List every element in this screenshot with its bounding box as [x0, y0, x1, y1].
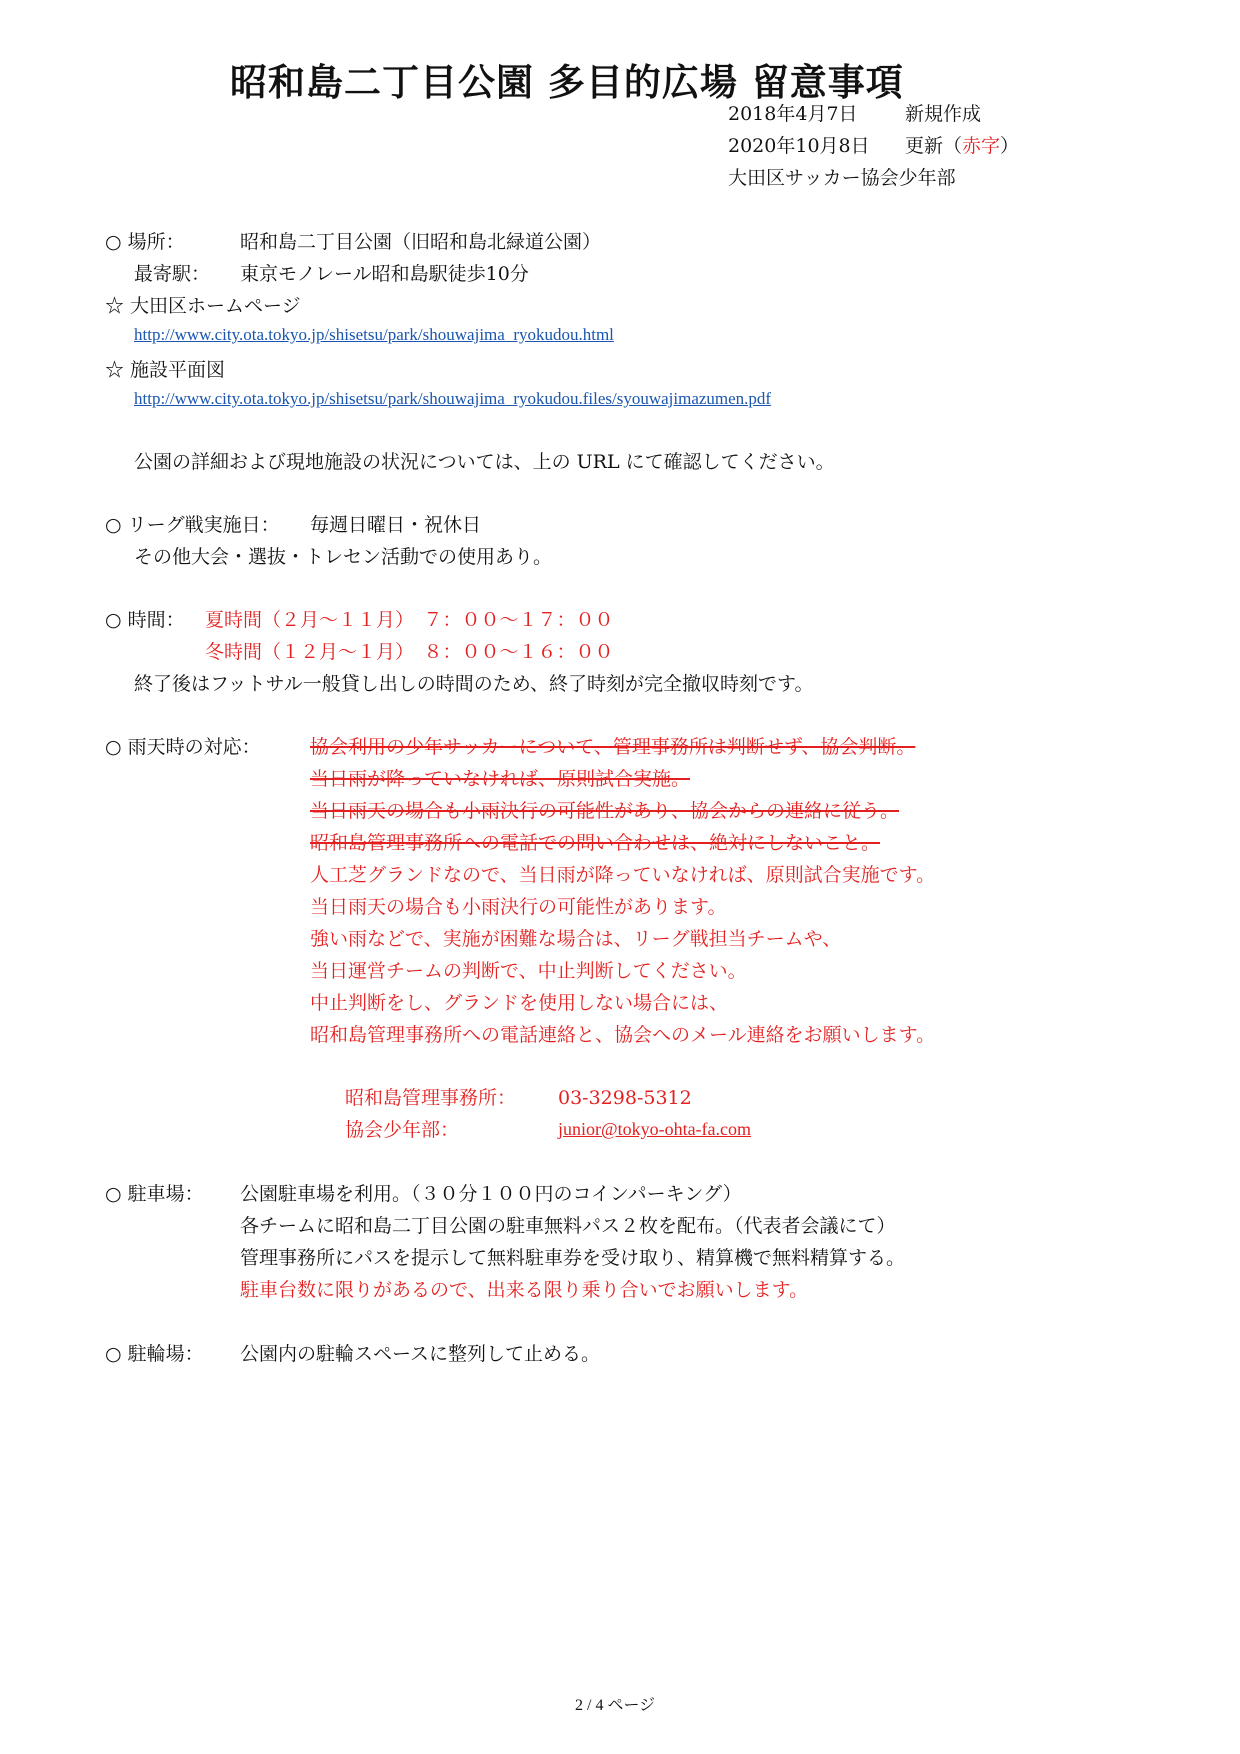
map-link[interactable]: http://www.city.ota.tokyo.jp/shisetsu/park/shouwajima_ryokudou.files/syouwajimazumen.pdf	[134, 389, 772, 408]
created-date: 2018年4月7日	[728, 103, 858, 125]
rain-line: 昭和島管理事務所への電話連絡と、協会へのメール連絡をお願いします。	[310, 1024, 936, 1046]
updated-label: 更新（赤字）	[905, 135, 1020, 157]
rain-struck-line: 協会利用の少年サッカーについて、管理事務所は判断せず、協会判断。	[310, 736, 916, 758]
summer-time: 夏時間（２月〜１１月） ７：００〜１７：００	[205, 609, 614, 631]
location-label: ○ 場所：	[105, 231, 185, 253]
page-number: 2 / 4 ページ	[575, 1697, 656, 1714]
station-label: 最寄駅：	[134, 263, 211, 285]
rain-struck-line: 当日雨天の場合も小雨決行の可能性があり、協会からの連絡に従う。	[310, 800, 900, 822]
created-label: 新規作成	[905, 103, 982, 125]
page-title: 昭和島二丁目公園 多目的広場 留意事項	[230, 61, 904, 104]
bicycle-label: ○ 駐輪場：	[105, 1343, 204, 1365]
bicycle-value: 公園内の駐輪スペースに整列して止める。	[240, 1343, 601, 1365]
rain-line: 中止判断をし、グランドを使用しない場合には、	[310, 992, 729, 1014]
rain-label: ○ 雨天時の対応：	[105, 736, 261, 758]
rain-struck-line: 昭和島管理事務所への電話での問い合わせは、絶対にしないこと。	[310, 832, 881, 854]
rain-line: 強い雨などで、実施が困難な場合は、リーグ戦担当チームや、	[310, 928, 842, 950]
rain-line: 人工芝グランドなので、当日雨が降っていなければ、原則試合実施です。	[310, 864, 936, 886]
parking-label: ○ 駐車場：	[105, 1183, 204, 1205]
parking-line: 公園駐車場を利用。（３０分１００円のコインパーキング）	[240, 1183, 742, 1205]
office-label: 昭和島管理事務所：	[345, 1087, 517, 1109]
junior-email-link[interactable]: junior@tokyo-ohta-fa.com	[558, 1119, 752, 1139]
office-phone: 03-3298-5312	[558, 1087, 692, 1109]
location-value: 昭和島二丁目公園（旧昭和島北緑道公園）	[240, 231, 602, 253]
homepage-label: ☆ 大田区ホームページ	[105, 295, 301, 317]
junior-label: 協会少年部：	[345, 1119, 460, 1141]
time-note: 終了後はフットサル一般貸し出しの時間のため、終了時刻が完全撤収時刻です。	[134, 673, 814, 695]
parking-red-line: 駐車台数に限りがあるので、出来る限り乗り合いでお願いします。	[240, 1279, 809, 1301]
updated-red-note: 赤字	[962, 135, 1001, 157]
winter-time: 冬時間（１２月〜１月） ８：００〜１６：００	[205, 641, 614, 663]
station-value: 東京モノレール昭和島駅徒歩10分	[240, 263, 529, 285]
map-label: ☆ 施設平面図	[105, 359, 226, 381]
time-label: ○ 時間：	[105, 609, 185, 631]
league-label: ○ リーグ戦実施日：	[105, 514, 280, 536]
rain-line: 当日運営チームの判断で、中止判断してください。	[310, 960, 747, 982]
rain-struck-line: 当日雨が降っていなければ、原則試合実施。	[310, 768, 691, 790]
league-note: その他大会・選抜・トレセン活動での使用あり。	[134, 546, 553, 568]
updated-date: 2020年10月8日	[728, 135, 870, 157]
rain-line: 当日雨天の場合も小雨決行の可能性があります。	[310, 896, 727, 918]
parking-line: 各チームに昭和島二丁目公園の駐車無料パス２枚を配布。（代表者会議にて）	[240, 1215, 896, 1237]
parking-line: 管理事務所にパスを提示して無料駐車券を受け取り、精算機で無料精算する。	[240, 1247, 906, 1269]
homepage-link[interactable]: http://www.city.ota.tokyo.jp/shisetsu/park/shouwajima_ryokudou.html	[134, 325, 614, 344]
url-note: 公園の詳細および現地施設の状況については、上の URL にて確認してください。	[134, 451, 835, 473]
league-value: 毎週日曜日・祝休日	[310, 514, 482, 536]
organization: 大田区サッカー協会少年部	[728, 167, 956, 189]
